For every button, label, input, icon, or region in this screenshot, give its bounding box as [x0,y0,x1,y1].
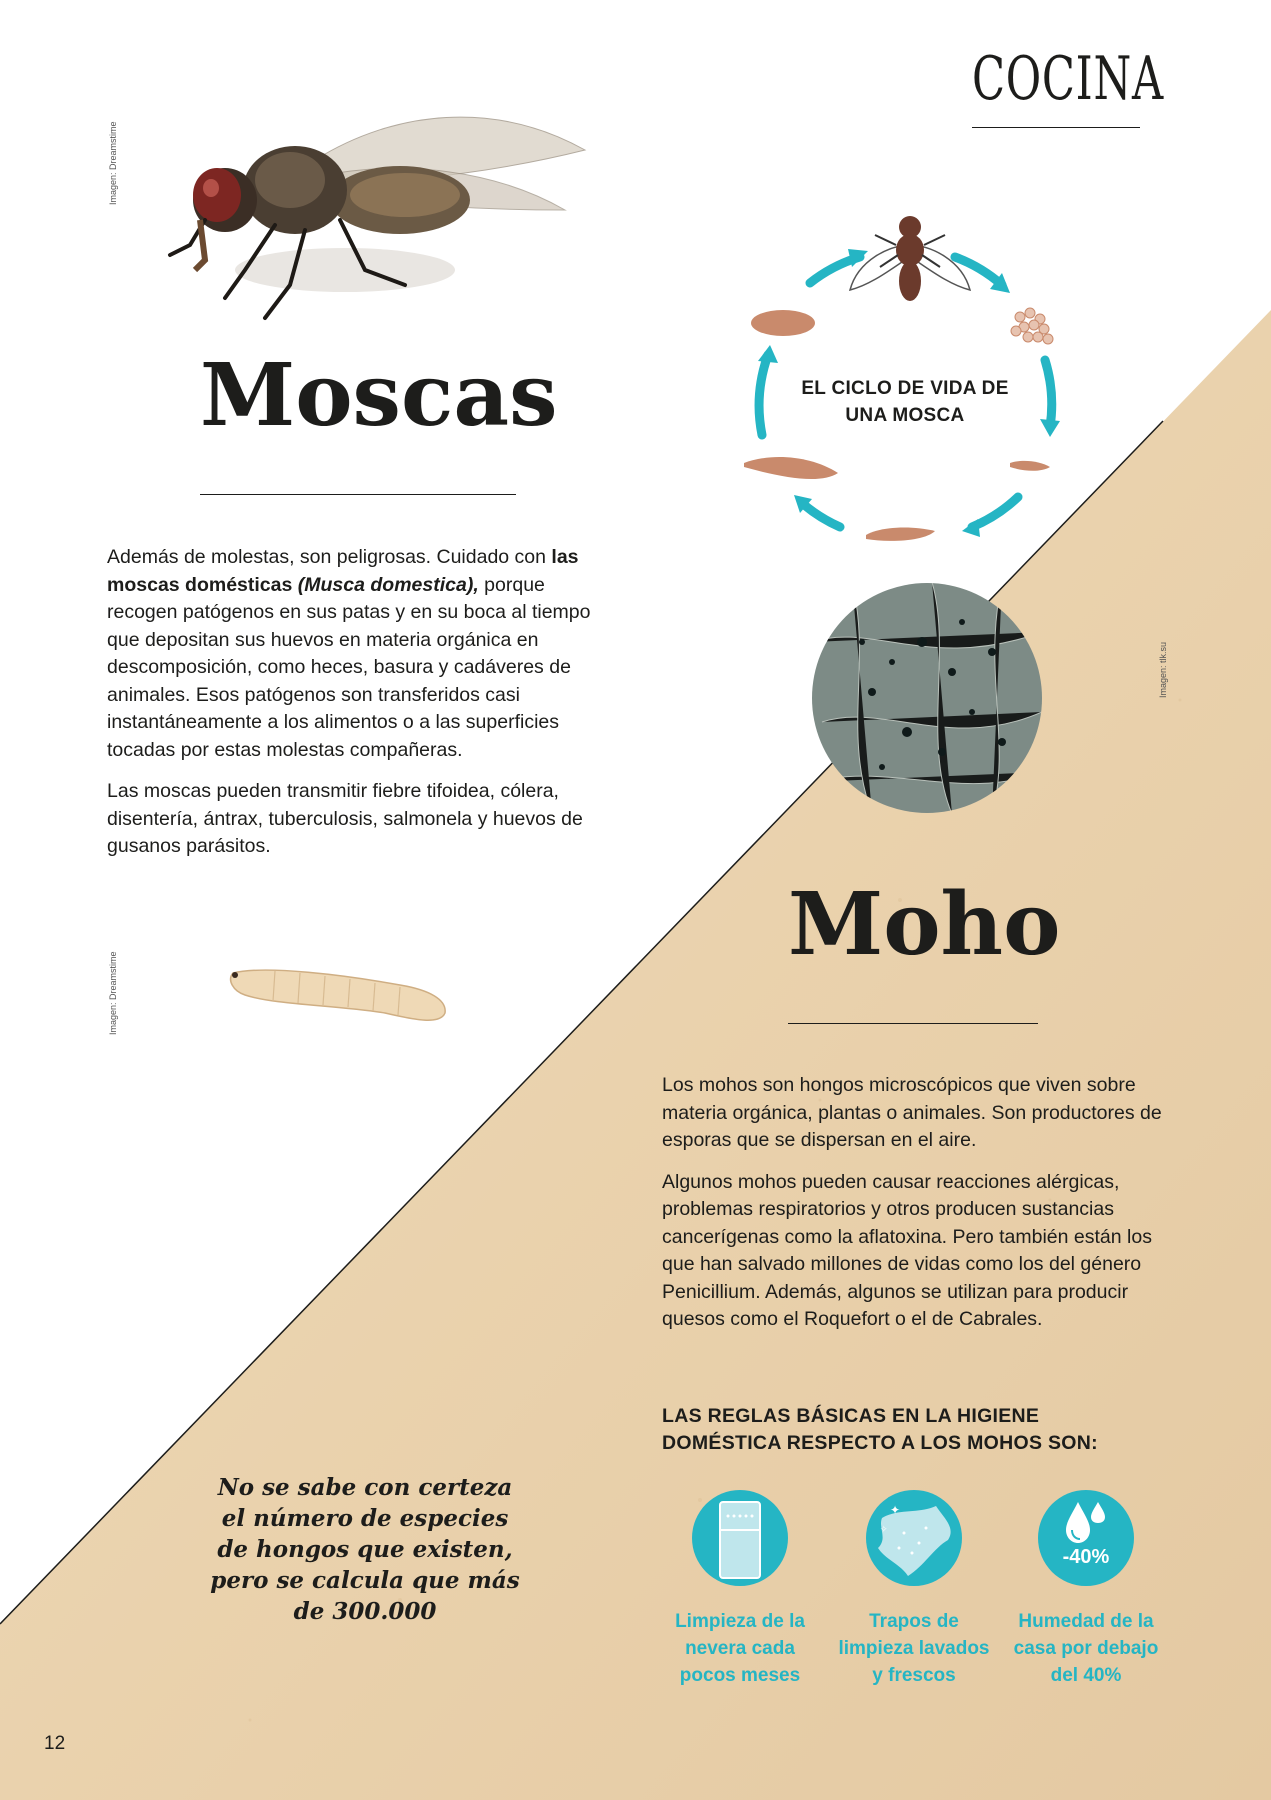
rule-item-fridge [662,1488,818,1689]
moho-title: Moho [788,874,1061,975]
page-number: 12 [44,1733,66,1754]
eggs-icon [1011,308,1053,344]
moscas-p1-intro: Además de molestas, son peligrosas. Cuidado con [107,546,552,568]
moscas-title: Moscas [200,345,558,446]
rule-item-humidity [1008,1488,1164,1689]
rule-item-cloth [836,1488,992,1689]
cycle-arrow-4 [972,497,1018,527]
moscas-paragraph-1 [107,544,617,764]
moho-paragraph-1: Los mohos son hongos microscópicos que viven sobre materia orgánica, plantas o animales. Son productores de esporas que se dispersan en el aire. [662,1074,1162,1151]
cycle-title: EL CICLO DE VIDA DE UNA MOSCA [801,378,1009,426]
moscas-p1-italic: (Musca domestica), [297,573,479,596]
moscas-p1-bold: las moscas domésticas [107,546,579,596]
section-tag: COCINA [972,44,1164,114]
moho-body [662,1072,1162,1348]
humidity-icon [1036,1488,1136,1588]
section-rule [972,127,1140,128]
moscas-p1-rest: porque recogen patógenos en sus patas y en su boca al tiempo que depositan sus huevos en materia orgánica en descomposición, como heces, basura y cadáveres de animales. Esos patógenos son transferidos casi instantáneamente a los alimentos o a las superficies tocadas por estas molestas compañeras. [107,573,591,761]
fridge-icon [690,1488,790,1588]
cycle-arrow-6 [759,355,768,435]
svg-text:✧: ✧ [880,1525,888,1535]
svg-text:✦: ✦ [890,1503,901,1517]
rules-heading: LAS REGLAS BÁSICAS EN LA HIGIENE DOMÉSTICA RESPECTO A LOS MOHOS SON: [662,1405,1098,1454]
rule-item-humidity-label: Humedad de la casa por debajo del 40% [1013,1611,1159,1686]
rule-item-fridge-label: Limpieza de la nevera cada pocos meses [675,1611,805,1686]
larva-photo [225,955,455,1035]
cloth-icon [864,1488,964,1588]
moho-title-rule [788,1023,1038,1024]
moscas-title-rule [200,494,516,495]
pupa-icon [751,310,815,336]
larva-large-icon [744,457,838,479]
larva-image-credit: Imagen: Dreamstime [108,951,118,1035]
cycle-arrow-3 [1045,360,1052,427]
humidity-badge: -40% [1062,1546,1110,1568]
fly-photo [165,70,605,330]
mold-photo [812,582,1042,814]
larva-medium-icon [866,528,935,541]
moho-paragraph-2: Algunos mohos pueden causar reacciones alérgicas, problemas respiratorios y otros producen sustancias cancerígenas como la aflatoxina. Pero también están los que han salvado millones de vidas como los del género Penicillium. Además, algunos se utilizan para producir quesos como el Roquefort o el de Cabrales. [662,1170,1152,1330]
cycle-arrow-5 [802,503,840,527]
rule-item-cloth-label: Trapos de limpieza lavados y frescos [838,1611,990,1686]
larva-small-icon [1010,461,1050,471]
mold-image-credit: Imagen: tlk.su [1158,641,1168,698]
fly-image-credit: Imagen: Dreamstime [108,121,118,205]
moscas-paragraph-2: Las moscas pueden transmitir fiebre tifoidea, cólera, disentería, ántrax, tuberculosis, salmonela y huevos de gusanos parásitos. [107,780,583,857]
pull-quote: No se sabe con certeza el número de especies de hongos que existen, pero se calcula que más de 300.000 [210,1474,520,1625]
moscas-body [107,544,617,875]
